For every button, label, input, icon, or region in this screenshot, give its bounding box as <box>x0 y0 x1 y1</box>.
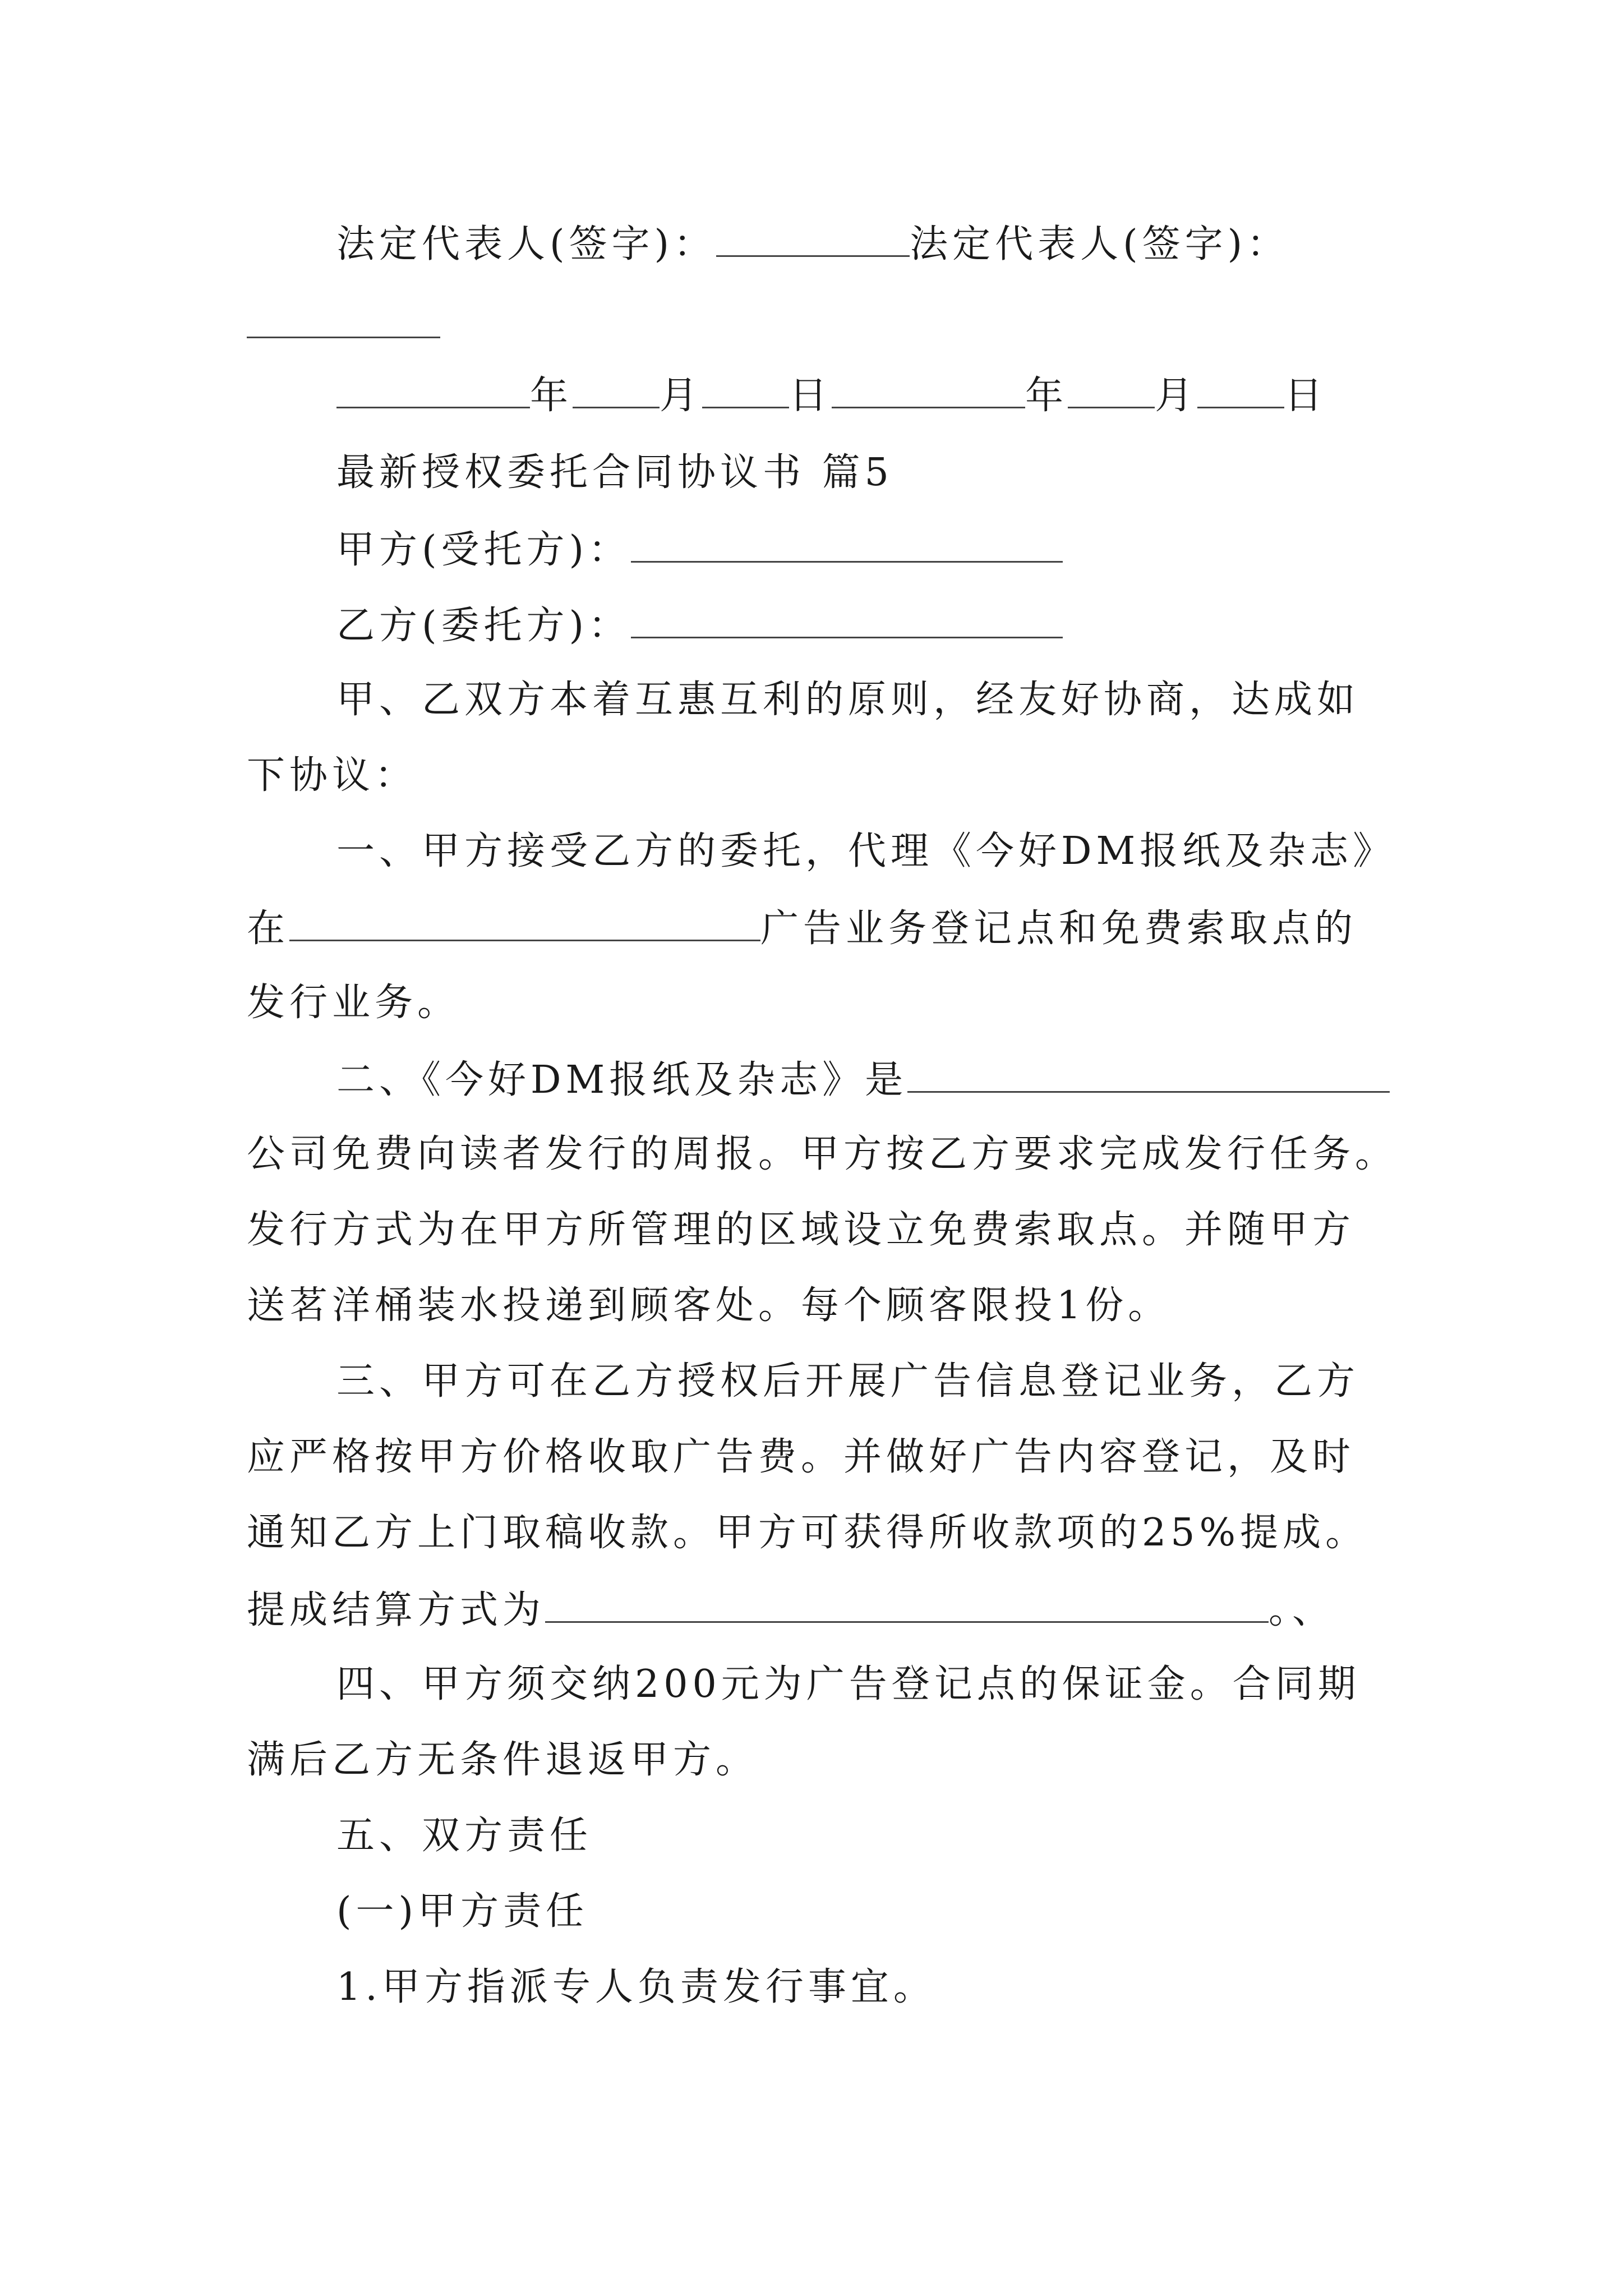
party-b-label: 乙方(委托方)： <box>336 604 631 648</box>
clause1-line-2 <box>247 906 1357 950</box>
party-b-blank <box>631 603 1063 638</box>
clause2-line-1-start: 二、《今好DM报纸及杂志》是 <box>336 1058 908 1102</box>
party-a-blank <box>631 527 1063 563</box>
clause3-line-4-end: 。、 <box>1269 1588 1335 1632</box>
year-label-1: 年 <box>530 374 573 418</box>
rep-a-label: 法定代表人(签字)： <box>336 222 717 266</box>
clause5-title: 五、双方责任 <box>336 1814 593 1858</box>
clause1-location-blank <box>289 906 760 941</box>
month-label-2: 月 <box>1155 374 1198 418</box>
clause3-line-4 <box>247 1588 1335 1632</box>
clause1-line-3: 发行业务。 <box>247 981 460 1025</box>
year-blank-2 <box>832 373 1025 408</box>
clause3-line-4-start: 提成结算方式为 <box>247 1588 546 1632</box>
year-label-2: 年 <box>1025 374 1068 418</box>
clause2-company-blank <box>907 1057 1390 1093</box>
party-a-label: 甲方(受托方)： <box>336 528 631 572</box>
signature-row <box>336 222 1289 266</box>
clause5-item1: 1.甲方指派专人负责发行事宜。 <box>336 1965 936 2009</box>
clause5-sub1: (一)甲方责任 <box>336 1889 589 1934</box>
month-blank-1 <box>573 373 660 408</box>
settlement-method-blank <box>545 1588 1269 1623</box>
clause2-line-4: 送茗洋桶装水投递到顾客处。每个顾客限投1份。 <box>247 1283 1171 1328</box>
clause4-line-1: 四、甲方须交纳200元为广告登记点的保证金。合同期 <box>336 1662 1361 1706</box>
clause1-line-2-end: 广告业务登记点和免费索取点的 <box>760 907 1358 951</box>
rep-b-blank <box>247 337 440 338</box>
clause3-line-2: 应严格按甲方价格收取广告费。并做好广告内容登记，及时 <box>247 1435 1355 1479</box>
preamble-line-2: 下协议： <box>247 753 418 798</box>
clause2-line-2: 公司免费向读者发行的周报。甲方按乙方要求完成发行任务。 <box>247 1132 1398 1176</box>
month-blank-2 <box>1068 373 1155 408</box>
party-a-row <box>336 527 1063 572</box>
party-b-row <box>336 603 1063 647</box>
clause2-line-1 <box>336 1057 1390 1102</box>
year-blank-1 <box>336 373 530 408</box>
month-label-1: 月 <box>660 374 703 418</box>
day-blank-1 <box>702 373 789 408</box>
section-title: 最新授权委托合同协议书 篇5 <box>336 450 893 495</box>
clause2-line-3: 发行方式为在甲方所管理的区域设立免费索取点。并随甲方 <box>247 1208 1355 1252</box>
day-label-2: 日 <box>1284 374 1327 418</box>
clause3-line-3: 通知乙方上门取稿收款。甲方可获得所收款项的25%提成。 <box>247 1511 1368 1555</box>
day-blank-2 <box>1197 373 1284 408</box>
day-label-1: 日 <box>789 374 832 418</box>
preamble-line-1: 甲、乙双方本着互惠互利的原则，经友好协商，达成如 <box>336 678 1360 722</box>
rep-a-blank <box>716 222 910 257</box>
rep-b-label: 法定代表人(签字)： <box>910 222 1290 266</box>
clause1-line-2-start: 在 <box>247 907 290 951</box>
clause1-line-1: 一、甲方接受乙方的委托，代理《今好DM报纸及杂志》 <box>336 829 1396 873</box>
clause3-line-1: 三、甲方可在乙方授权后开展广告信息登记业务，乙方 <box>336 1359 1360 1404</box>
clause4-line-2: 满后乙方无条件退返甲方。 <box>247 1738 759 1782</box>
date-row <box>336 373 1327 417</box>
